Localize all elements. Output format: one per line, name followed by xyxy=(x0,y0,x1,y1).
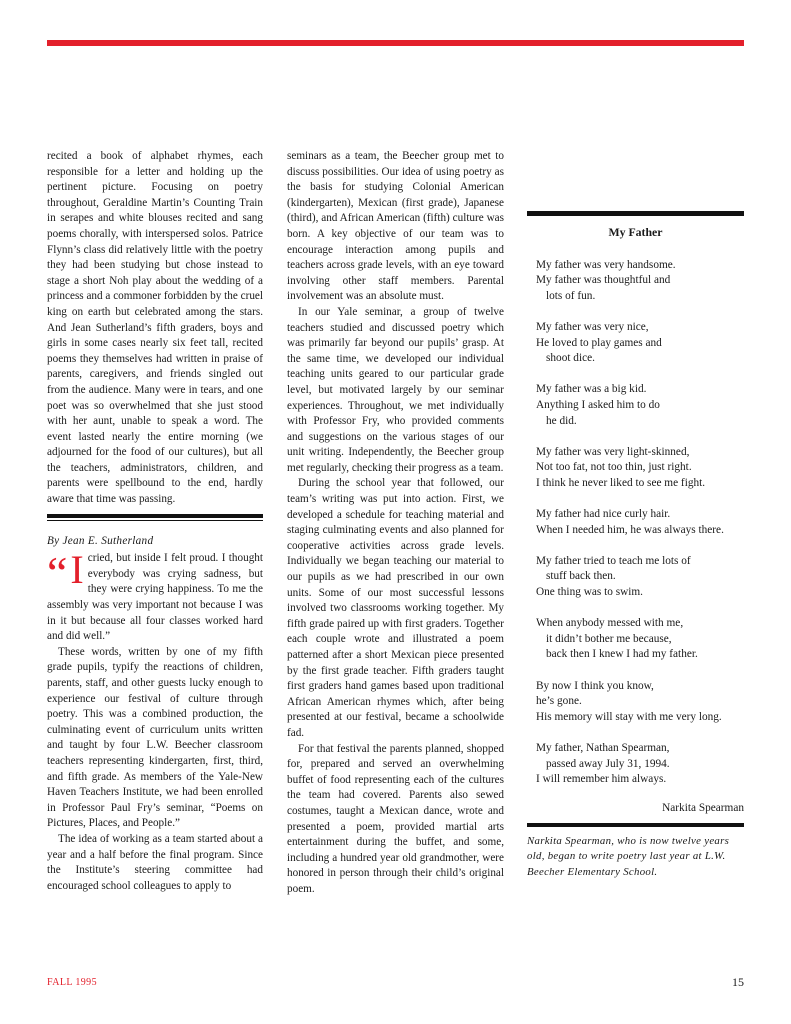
poem-stanza xyxy=(536,258,744,305)
poem-line: By now I think you know, xyxy=(536,679,654,692)
col2-paragraph-4: For that festival the parents planned, shopped for, prepared and served an overwhelming buffet of food representing each of the cultures the team had covered. Parents also sewed costumes, taught a Mexican dance, wrote and presented a poem, provided martial arts entertainment during the buffet, and some, including a hundred year old grandmother, were honored in person through their child’s original poem. xyxy=(287,742,504,895)
byline: By Jean E. Sutherland xyxy=(47,534,154,547)
poem-line: One thing was to swim. xyxy=(536,586,644,599)
poem-line: passed away July 31, 1994. xyxy=(546,757,670,770)
poem-line: My father, Nathan Spearman, xyxy=(536,742,670,754)
poem-line: When I needed him, he was always there. xyxy=(536,523,724,536)
poem-line: Anything I asked him to do xyxy=(536,398,660,411)
section-divider xyxy=(47,514,263,521)
col1-paragraph-3: The idea of working as a team started about a year and a half before the final program. Since the Institute’s steering committee had encouraged school colleagues to apply to xyxy=(47,832,263,892)
poem-line: stuff back then. xyxy=(546,570,616,583)
poem-line: I think he never liked to see me fight. xyxy=(536,476,706,489)
poem-stanza xyxy=(536,616,744,663)
poem-top-rule xyxy=(527,211,744,216)
col1-paragraph-2: These words, written by one of my fifth grade pupils, typify the reactions of children, parents, staff, and other guests lucky enough to experience our festival of culture through poetry. This was a combined production, the culminating event of curriculum units written and taught by four L.W. Beecher classroom teachers representing kindergarten, first, third, and fifth grade. As members of the Yale-New Haven Teachers Institute, we had been enrolled in Professor Paul Fry’s seminar, “Poems on Pictures, Places, and People.” xyxy=(47,645,263,830)
issue-label: FALL 1995 xyxy=(47,977,97,988)
poem-bottom-rule xyxy=(527,823,744,827)
col2-paragraph-2: In our Yale seminar, a group of twelve teachers studied and discussed poetry which was primarily far beyond our pupils’ grasp. At the same time, we developed our individual teaching units geared to our particular grade level, but motivated largely by our seminar experiences. Throughout, we met individually with Professor Fry, who provided comments and suggestions on the various stages of our unit writing. Independently, the Beecher group met regularly, checking their progress as a team. xyxy=(287,305,504,474)
author-note: Narkita Spearman, who is now twelve years old, began to write poetry last year at L.W. Beecher Elementary School. xyxy=(527,834,730,878)
poem-line: lots of fun. xyxy=(546,289,596,302)
poem-line: he did. xyxy=(546,414,577,427)
pull-quote xyxy=(47,547,263,645)
poem-line: My father had nice curly hair. xyxy=(536,508,671,521)
poem-stanza xyxy=(536,741,744,788)
drop-quote-mark: “ xyxy=(47,547,68,599)
poem-line: My father tried to teach me lots of xyxy=(536,554,691,567)
quote-text: cried, but inside I felt proud. I thought everybody was crying sadness, but they were crying happiness. To me the assembly was very important not because I was in it but because all four classes worked hard and did well.” xyxy=(47,552,263,643)
poem-stanza xyxy=(536,382,744,429)
poem-line: He loved to play games and xyxy=(536,336,662,349)
page-number: 15 xyxy=(732,975,744,989)
poem-stanza xyxy=(536,445,744,492)
top-red-rule xyxy=(47,40,744,46)
poem-stanza xyxy=(536,679,744,726)
col2-paragraph-1: seminars as a team, the Beecher group met to discuss possibilities. Our idea of using poetry as the basis for studying Colonial American (kindergarten), Mexican (first grade), Japanese (third), and African American (fifth) culture was born. A key objective of our team was to encourage interaction among pupils and teachers across grade levels, with an eye toward involving other staff members. Parental involvement was an absolute must. xyxy=(287,150,504,303)
poem-line: Not too fat, not too thin, just right. xyxy=(536,461,692,474)
poem-line: I will remember him always. xyxy=(536,773,667,786)
poem-line: My father was very nice, xyxy=(536,320,649,333)
column-1 xyxy=(47,149,263,894)
poem-line: My father was very handsome. xyxy=(536,258,676,271)
poem-line: My father was a big kid. xyxy=(536,383,647,396)
poem-stanza xyxy=(536,507,744,538)
poem-line: he’s gone. xyxy=(536,695,582,708)
poem-line: When anybody messed with me, xyxy=(536,617,684,630)
poem-stanzas xyxy=(527,258,744,788)
poem-line: My father was very light-skinned, xyxy=(536,445,690,458)
poem-author: Narkita Spearman xyxy=(662,802,744,815)
column-2 xyxy=(287,149,504,898)
drop-cap: I xyxy=(70,547,84,593)
col2-paragraph-3: During the school year that followed, our team’s writing was put into action. First, we developed a schedule for teaching material and staging culminating events and also planned for cooperative activities across grade levels. Individually we began teaching our material to our pupils as we had prescribed in our own units. Some of our most successful lessons involved two classrooms working together. My fifth grade paired up with first graders. Together each couple wrote and illustrated a poem patterned after a short Mexican piece presented by the first grade teacher. Fifth graders taught first graders hand games based upon traditional African American rhymes which, after being presented at our festival, became a schoolwide fad. xyxy=(287,477,504,739)
poem-line: it didn’t bother me because, xyxy=(546,632,672,645)
poem-line: shoot dice. xyxy=(546,352,595,365)
poem-line: back then I knew I had my father. xyxy=(546,648,698,661)
poem-box xyxy=(527,211,744,880)
col1-paragraph-1: recited a book of alphabet rhymes, each responsible for a letter and holding up the pertinent picture. Focusing on poetry throughout, Geraldine Martin’s Counting Train in serapes and white blouses recited and sang poems chorally, with interspersed solos. Patrice Flynn’s class did relatively little with the poetry they had been studying but chose instead to stage a short Noh play about the wedding of a princess and a commoner forbidden by the cruel king on earth but celebrated among the stars. And Jean Sutherland’s fifth graders, boys and girls in some cases nearly six feet tall, recited poems they themselves had written in praise of parents, caregivers, and friends singled out from the audience. Many were in tears, and one poet was so overwhelmed that she just stood with her aunt, unable to speak a word. The event lasted nearly the entire morning (we adjourned for the food of our cultures), but all the teachers, administrators, children, and parents were spellbound to the end, hardly aware that time was passing. xyxy=(47,150,263,506)
poem-line: My father was thoughtful and xyxy=(536,274,671,287)
poem-stanza xyxy=(536,554,744,601)
poem-line: His memory will stay with me very long. xyxy=(536,710,722,723)
poem-title: My Father xyxy=(608,225,663,239)
poem-stanza xyxy=(536,320,744,367)
